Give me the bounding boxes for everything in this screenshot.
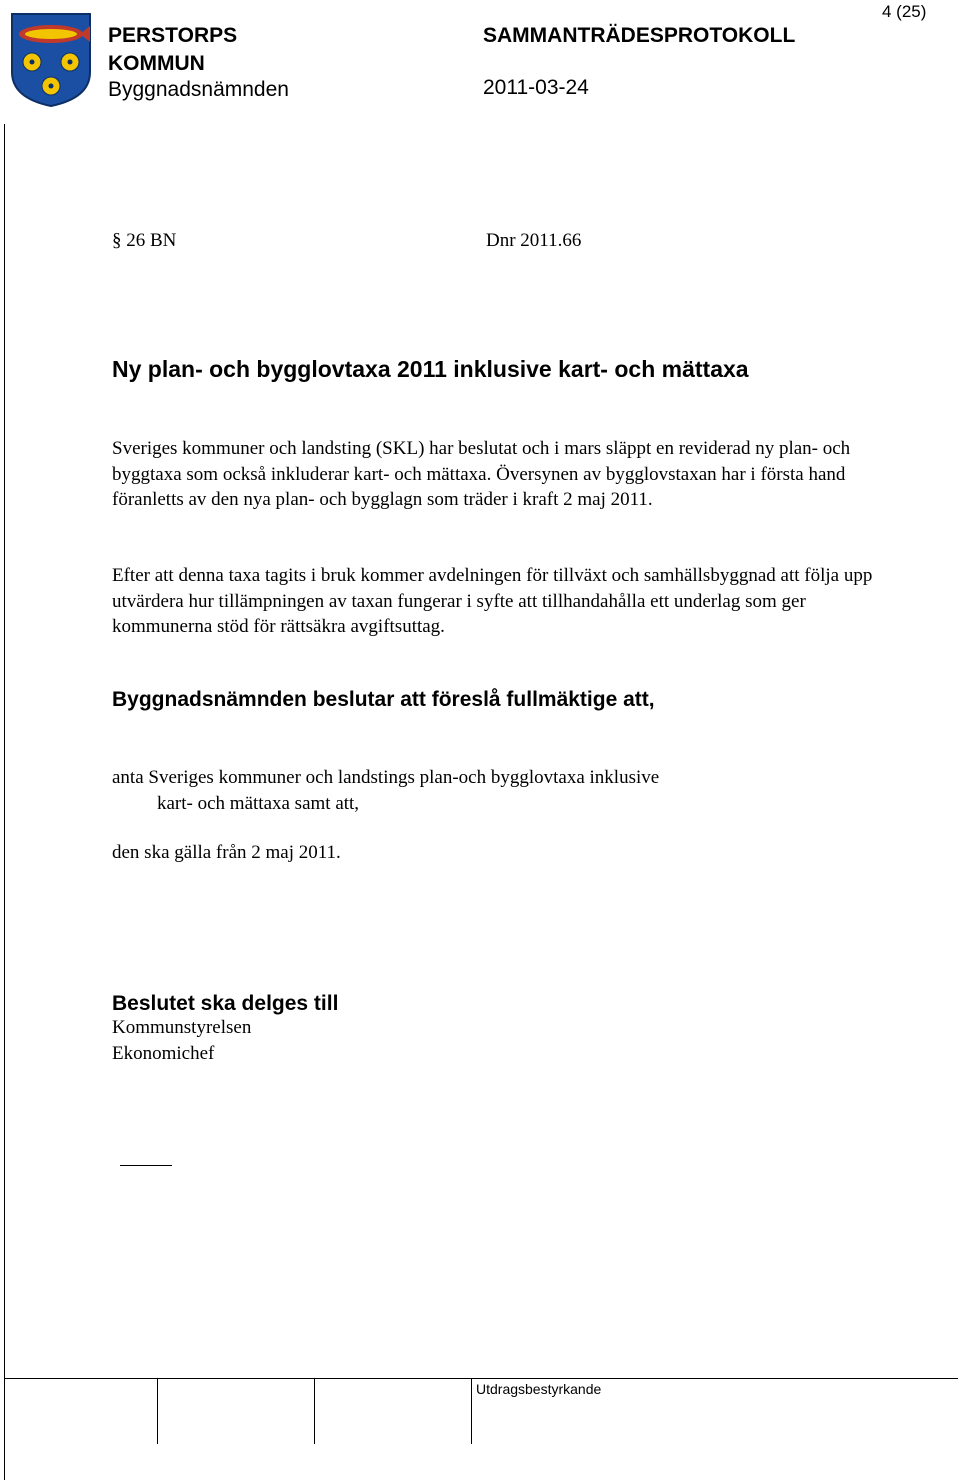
committee-name: Byggnadsnämnden xyxy=(108,78,289,101)
footer-rule xyxy=(4,1378,958,1379)
footer-box-divider-3 xyxy=(471,1378,472,1444)
decision-item-line2: kart- och mättaxa samt att, xyxy=(157,793,360,814)
footer-box-divider-1 xyxy=(157,1378,158,1444)
meeting-date: 2011-03-24 xyxy=(483,76,589,99)
organization-name: PERSTORPS xyxy=(108,24,238,47)
paragraph-reference: § 26 BN xyxy=(112,230,177,251)
background-paragraph: Sveriges kommuner och landsting (SKL) har beslutat och i mars släppt en reviderad ny plan- och byggtaxa som också inkluderar kart- och mättaxa. Översynen av bygglovstaxan har i första hand föranletts av den nya plan- och bygglagn som träder i kraft 2 maj 2011. xyxy=(112,438,851,510)
distribution-heading: Beslutet ska delges till xyxy=(112,992,339,1015)
section-title: Ny plan- och bygglovtaxa 2011 inklusive kart- och mättaxa xyxy=(112,356,749,382)
organization-name-line2: KOMMUN xyxy=(108,52,205,75)
signature-line xyxy=(120,1165,172,1166)
municipal-crest-icon xyxy=(10,12,92,108)
document-type: SAMMANTRÄDESPROTOKOLL xyxy=(483,24,796,47)
decision-item xyxy=(112,765,812,817)
page-number: 4 (25) xyxy=(882,2,927,21)
distribution-recipient: Ekonomichef xyxy=(112,1043,215,1064)
decision-item-line1: anta Sveriges kommuner och landstings plan-och bygglovtaxa inklusive xyxy=(112,767,660,788)
left-margin-rule xyxy=(4,124,5,1480)
follow-up-paragraph: Efter att denna taxa tagits i bruk kommer avdelningen för tillväxt och samhällsbyggnad att följa upp utvärdera hur tillämpningen av taxan fungerar i syfte att tillhandahålla ett underlag som ger kommunerna stöd för rättsäkra avgiftsuttag. xyxy=(112,565,873,637)
footer-box-divider-2 xyxy=(314,1378,315,1444)
case-number: Dnr 2011.66 xyxy=(486,230,582,251)
decision-heading: Byggnadsnämnden beslutar att föreslå fullmäktige att, xyxy=(112,688,655,711)
decision-item: den ska gälla från 2 maj 2011. xyxy=(112,842,341,863)
certification-label: Utdragsbestyrkande xyxy=(476,1381,602,1397)
distribution-recipient: Kommunstyrelsen xyxy=(112,1017,252,1038)
